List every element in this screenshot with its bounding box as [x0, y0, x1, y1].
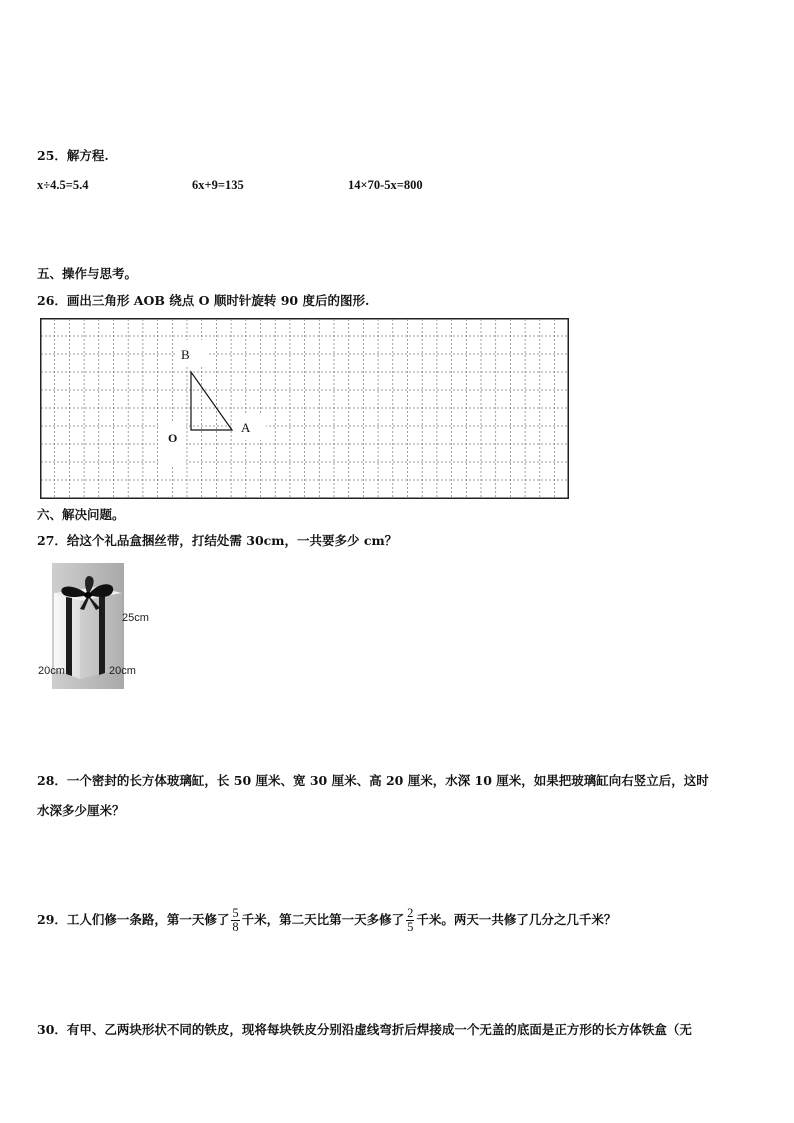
section-6-heading: 六、解决问题。 [37, 507, 125, 522]
equation-2: 6x+9=135 [192, 178, 244, 192]
equation-3: 14×70-5x=800 [348, 178, 423, 192]
dotted-grid [40, 318, 569, 499]
question-29-text-1: 29．工人们修一条路，第一天修了 [37, 912, 230, 927]
question-27-title: 27．给这个礼品盒捆丝带，打结处需 30cm，一共要多少 cm？ [37, 533, 398, 548]
gift-height-label: 25cm [122, 612, 149, 624]
point-b-label: B [181, 347, 190, 362]
ribbon-side [99, 596, 105, 675]
question-28-line-2: 水深多少厘米？ [37, 803, 125, 818]
point-o-label: O [168, 431, 178, 445]
section-5-heading: 五、操作与思考。 [37, 266, 138, 281]
question-26-title: 26．画出三角形 AOB 绕点 O 顺时针旋转 90 度后的图形. [37, 293, 370, 308]
gift-width-label: 20cm [38, 665, 65, 677]
question-29-text-2: 千米，第二天比第一天多修了 [241, 912, 405, 927]
fraction-2-5 [406, 907, 414, 934]
bow-knot [84, 592, 92, 598]
question-25-title: 25．解方程. [37, 148, 109, 163]
question-29 [37, 900, 616, 940]
question-29-text-3: 千米。两天一共修了几分之几千米？ [416, 912, 617, 927]
fraction-5-8-numerator: 5 [232, 906, 239, 920]
fraction-5-8-denominator: 8 [232, 920, 239, 934]
question-30-line-1: 30．有甲、乙两块形状不同的铁皮，现将每块铁皮分别沿虚线弯折后焊接成一个无盖的底面是正方形的长方体铁盒（无 [37, 1022, 692, 1037]
grid-figure [40, 318, 569, 499]
fraction-2-5-denominator: 5 [407, 920, 414, 934]
fraction-2-5-numerator: 2 [407, 906, 414, 920]
question-28-line-1: 28．一个密封的长方体玻璃缸，长 50 厘米、宽 30 厘米、高 20 厘米，水深 10 厘米，如果把玻璃缸向右竖立后，这时 [37, 773, 709, 788]
gift-depth-label: 20cm [109, 665, 136, 677]
ribbon-front [66, 597, 72, 676]
equation-1: x÷4.5=5.4 [37, 178, 89, 192]
point-a-label: A [241, 420, 251, 435]
fraction-5-8 [231, 907, 239, 934]
